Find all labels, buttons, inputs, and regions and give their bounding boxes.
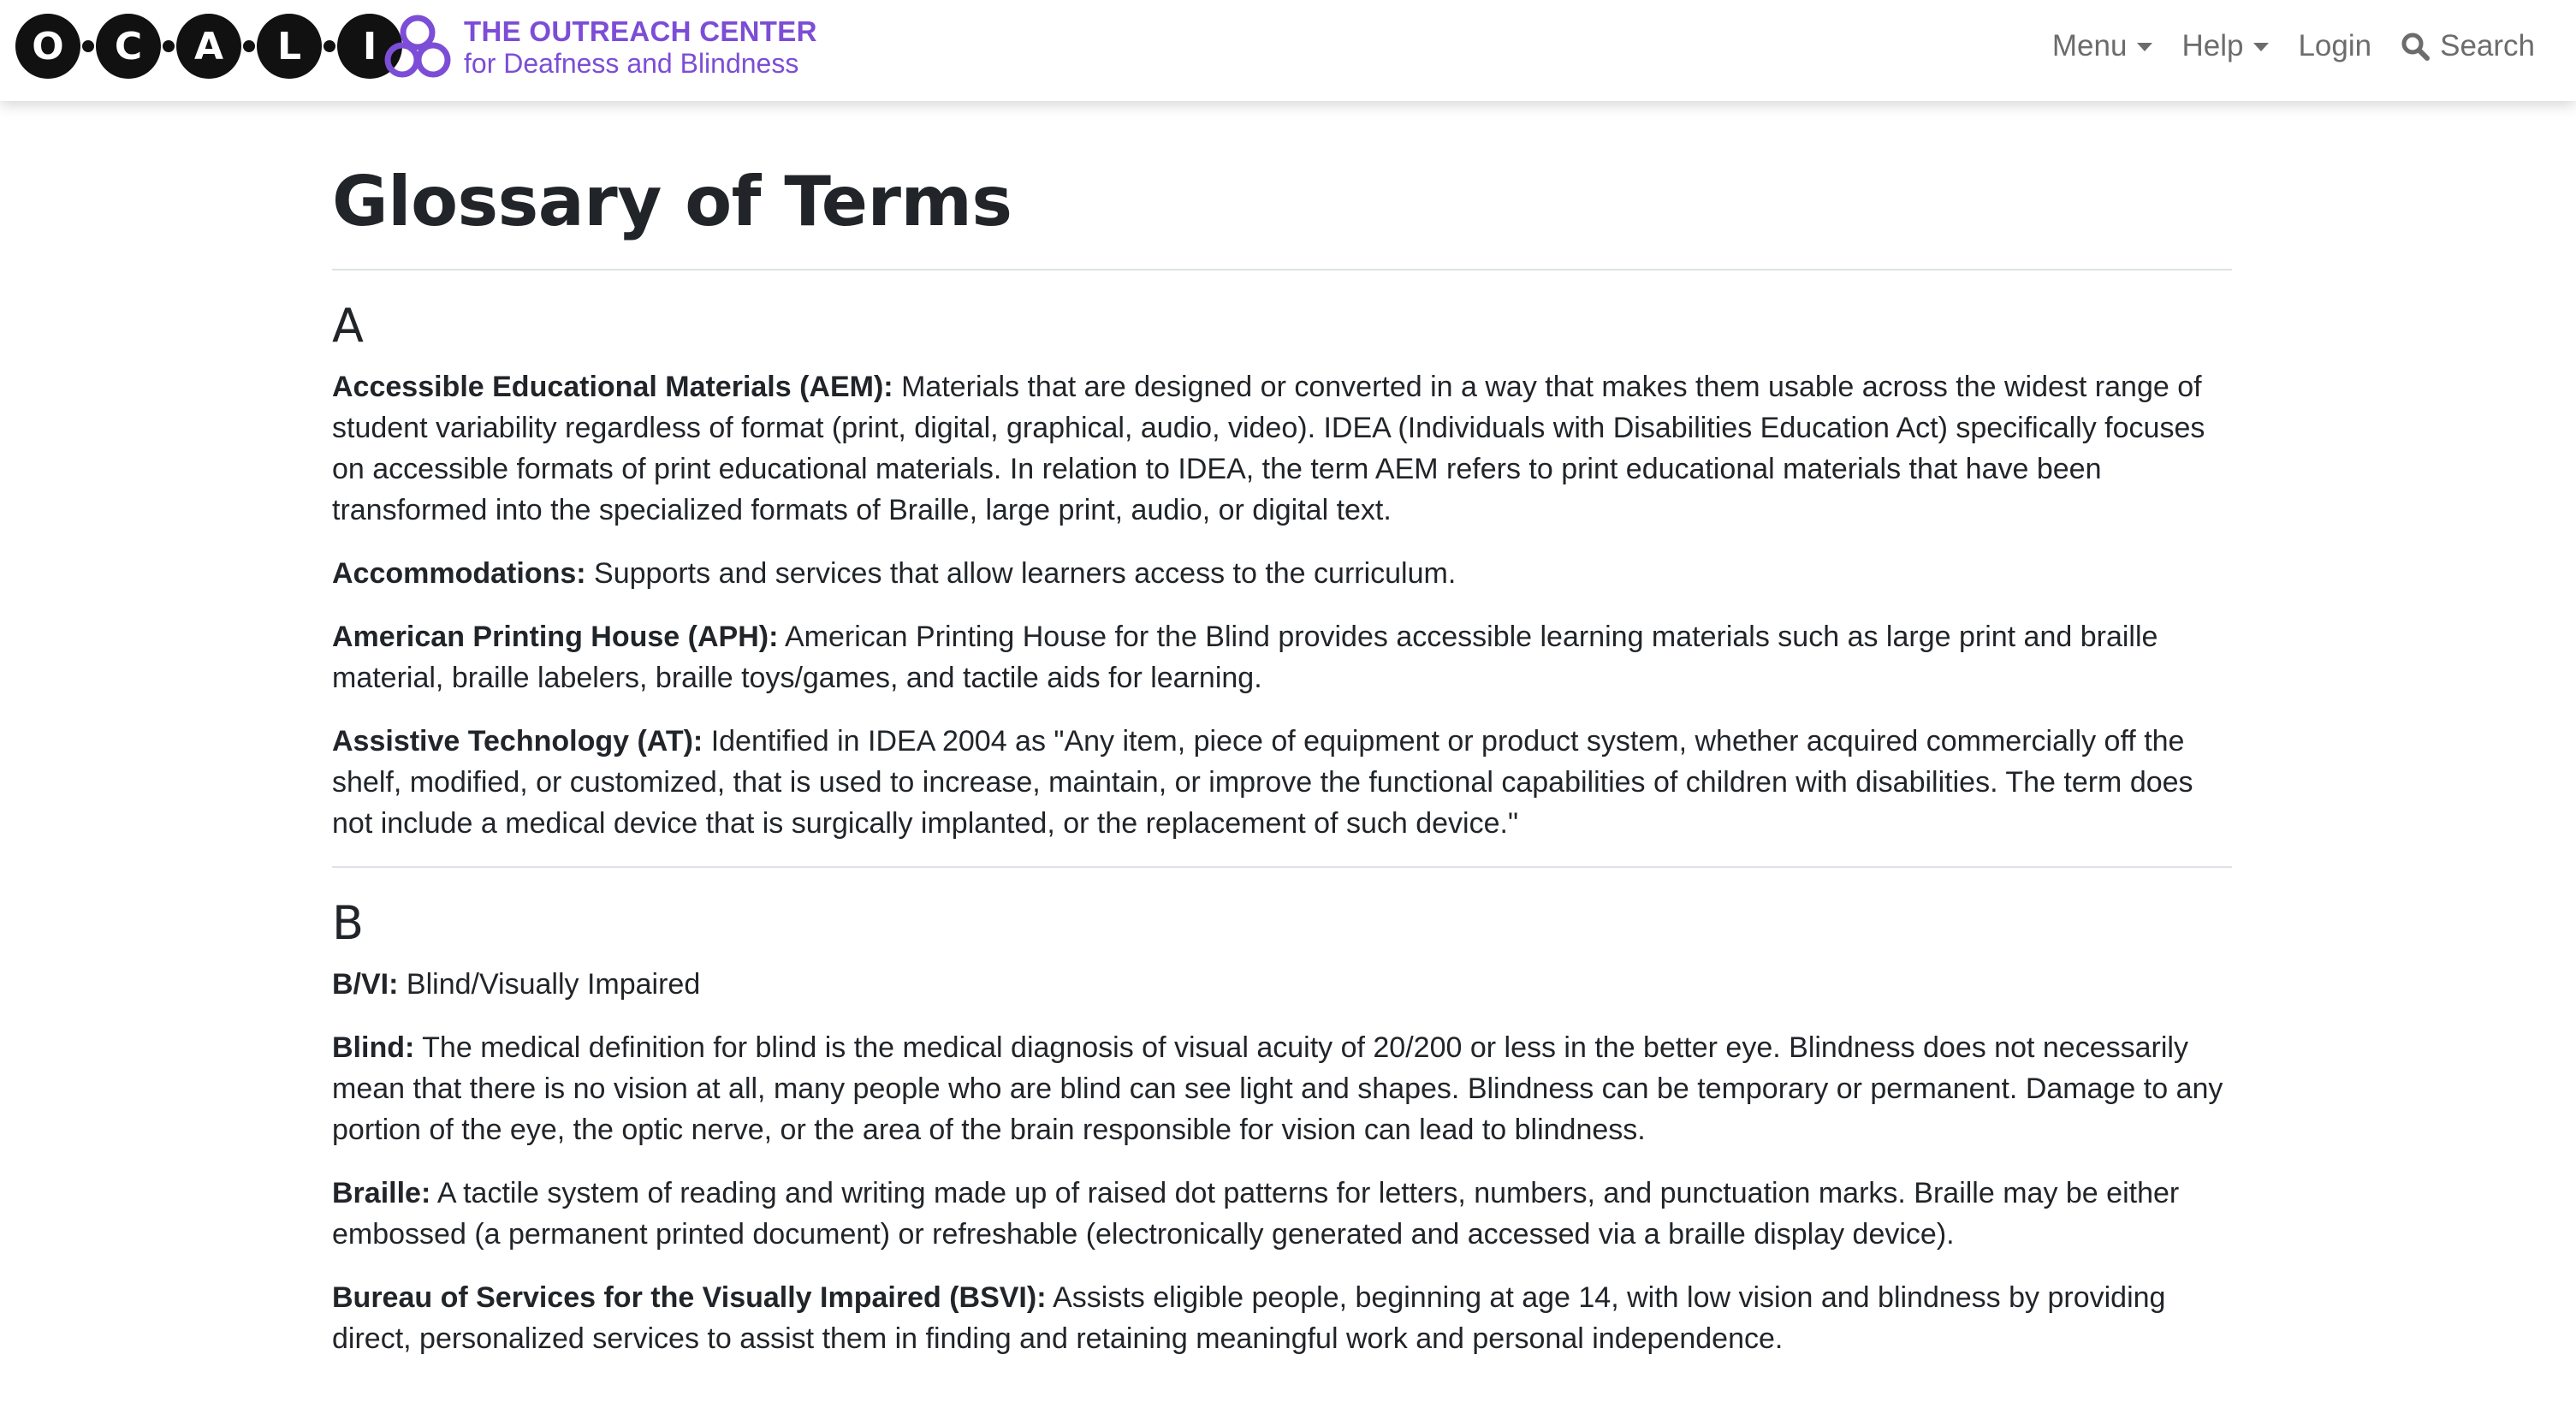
section-letter: A [332,299,364,353]
help-dropdown[interactable] [2181,29,2269,63]
glossary-entry [332,553,2232,594]
glossary-definition: American Printing House for the Blind provides accessible learning materials such as large print and braille material, braille labelers, braille toys/games, and tactile aids for learning. [332,621,2158,694]
glossary-entry [332,721,2232,844]
glossary-section-b [332,896,2232,1359]
glossary-term: Braille: [332,1177,431,1209]
glossary-definition: Supports and services that allow learners access to the curriculum. [594,557,1457,590]
glossary-entry [332,1173,2232,1255]
outreach-center-name-line1: THE OUTREACH CENTER [464,15,817,47]
ocali-logo[interactable] [15,14,402,79]
glossary-definition: Identified in IDEA 2004 as "Any item, piece of equipment or product system, whether acquired commercially off the shelf, modified, or customized, that is used to increase, maintain, or improve the functional capabilities of children with disabilities. The term does not include a medical device that is surgically implanted, or the replacement of such device." [332,725,2193,840]
glossary-entry [332,616,2232,698]
glossary-entry [332,366,2232,531]
glossary-term: Bureau of Services for the Visually Impaired (BSVI): [332,1281,1047,1314]
menu-dropdown[interactable] [2052,29,2153,63]
glossary-definition: The medical definition for blind is the medical diagnosis of visual acuity of 20/200 or less in the better eye. Blindness does not necessarily mean that there is no vision at all, many people who are blind can see light and shapes. Blindness can be temporary or permanent. Damage to any portion of the eye, the optic nerve, or the area of the brain responsible for vision can lead to blindness. [332,1031,2223,1146]
glossary-entry [332,1277,2232,1359]
glossary-content [332,162,2232,1381]
glossary-term: Assistive Technology (AT): [332,725,703,758]
glossary-definition: Materials that are designed or converted in a way that makes them usable across the widest range of student variability regardless of format (print, digital, graphical, audio, video). IDEA (Individuals with Disabilities Education Act) specifically focuses on accessible formats of print educational materials. In relation to IDEA, the term AEM refers to print educational materials that have been transformed into the specialized formats of Braille, large print, audio, or digital text. [332,371,2205,526]
glossary-term: Accessible Educational Materials (AEM): [332,371,893,403]
ocali-logo-letter: L [257,14,322,79]
outreach-center-name-line2: for Deafness and Blindness [464,47,799,79]
ocali-logo-letter: I [337,14,402,79]
search-button[interactable] [2401,29,2535,63]
divider [332,269,2232,270]
login-link[interactable] [2298,29,2371,63]
glossary-term: Blind: [332,1031,415,1064]
help-label: Help [2181,29,2244,62]
glossary-entry [332,1027,2232,1150]
caret-down-icon [2137,43,2152,51]
login-label: Login [2298,29,2372,62]
menu-label: Menu [2051,29,2128,62]
ocali-logo-dot [243,40,255,52]
glossary-definition: Blind/Visually Impaired [406,968,701,1001]
ocali-logo-letter: C [96,14,161,79]
caret-down-icon [2253,43,2269,51]
glossary-section-a [332,299,2232,844]
search-icon [2401,32,2430,61]
glossary-term: B/VI: [332,968,399,1001]
ocali-logo-dot [82,40,94,52]
section-letter: B [332,896,365,950]
ocali-logo-dot [323,40,335,52]
ocali-logo-dot [163,40,175,52]
outreach-center-name [464,15,817,80]
outreach-center-knot-icon [383,14,452,80]
glossary-entry [332,964,2232,1005]
main-nav [2052,0,2535,92]
ocali-logo-letter: A [176,14,241,79]
glossary-term: American Printing House (APH): [332,621,779,653]
glossary-definition: Assists eligible people, beginning at age 14, with low vision and blindness by providing direct, personalized services to assist them in finding and retaining meaningful work and personal independence. [332,1281,2166,1355]
site-header [0,0,2576,101]
page-title: Glossary of Terms [332,162,1012,241]
glossary-definition: A tactile system of reading and writing made up of raised dot patterns for letters, numbers, and punctuation marks. Braille may be either embossed (a permanent printed document) or refreshable (electronically generated and accessed via a braille display device). [332,1177,2180,1251]
outreach-center-logo[interactable] [383,14,817,80]
divider [332,866,2232,868]
search-label: Search [2440,29,2535,62]
ocali-logo-letter: O [15,14,80,79]
glossary-term: Accommodations: [332,557,586,590]
